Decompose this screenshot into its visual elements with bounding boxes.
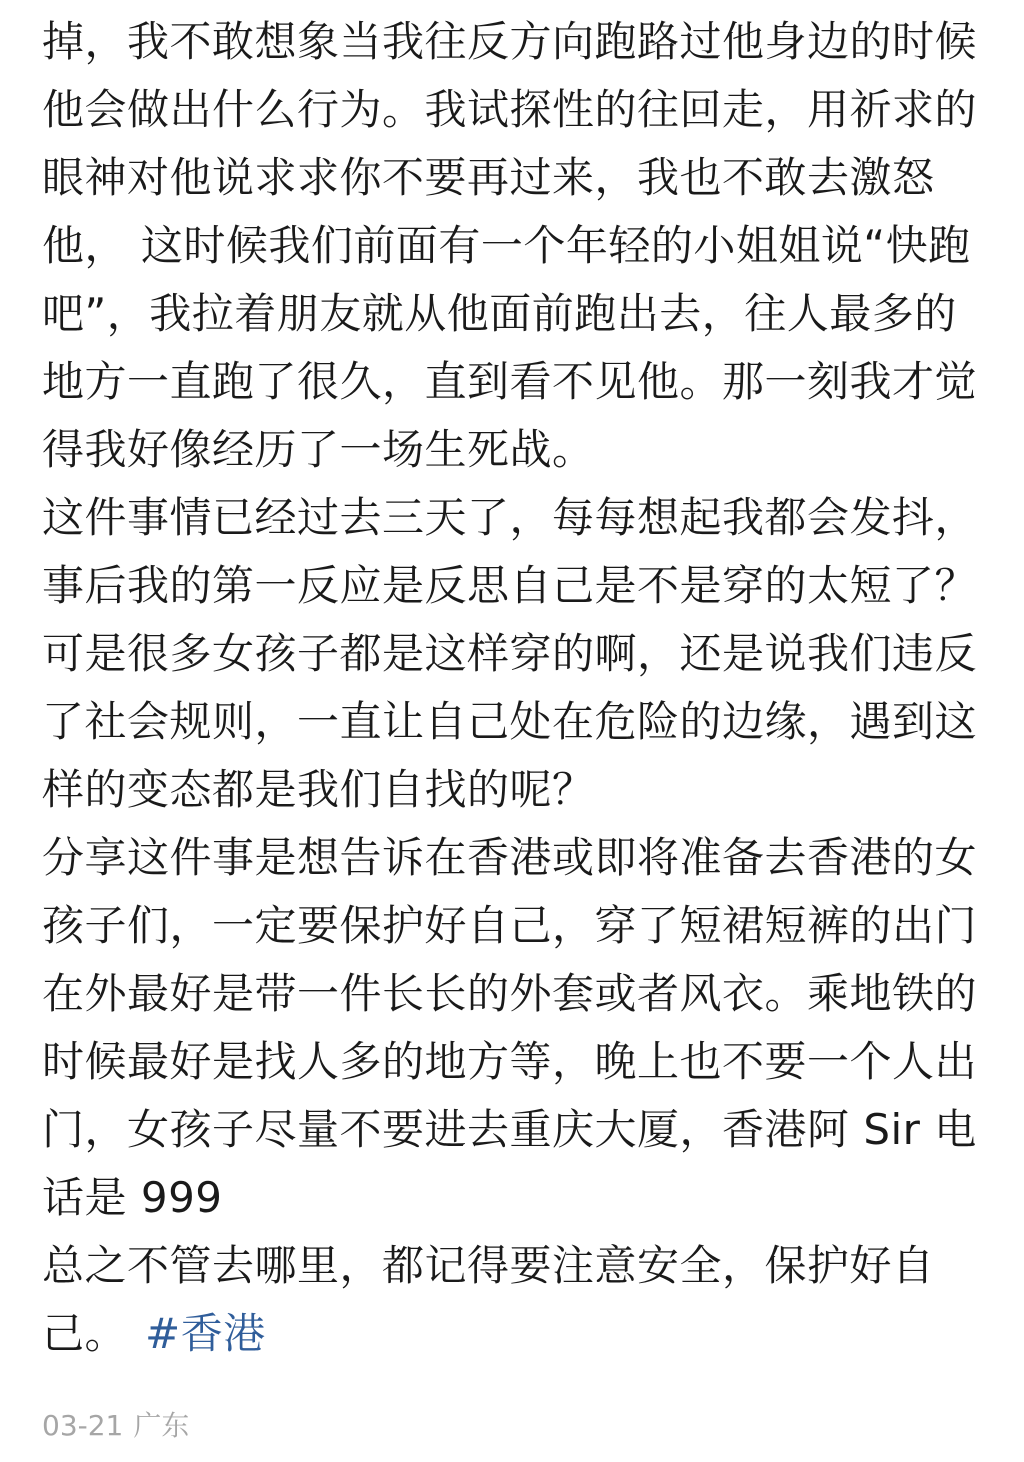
post-text-line: 地方一直跑了很久，直到看不见他。那一刻我才觉 <box>42 357 978 406</box>
post-body <box>42 8 982 1368</box>
post-text-line: 他， 这时候我们前面有一个年轻的小姐姐说“快跑 <box>42 221 971 270</box>
post-location: 广东 <box>133 1409 190 1442</box>
post-text-line: 样的变态都是我们自找的呢？ <box>42 765 595 814</box>
post-text-line: 眼神对他说求求你不要再过来，我也不敢去激怒 <box>42 153 935 202</box>
post-text-line: 得我好像经历了一场生死战。 <box>42 425 595 474</box>
post-text-line: 这件事情已经过去三天了，每每想起我都会发抖， <box>42 493 978 542</box>
post-text-line: 可是很多女孩子都是这样穿的啊，还是说我们违反 <box>42 629 978 678</box>
post-meta <box>42 1404 189 1448</box>
post-text-line: 时候最好是找人多的地方等，晚上也不要一个人出 <box>42 1037 978 1086</box>
post-text-line: 在外最好是带一件长长的外套或者风衣。乘地铁的 <box>42 969 978 1018</box>
post-text-line: 掉，我不敢想象当我往反方向跑路过他身边的时候 <box>42 17 978 66</box>
post-text-line: 分享这件事是想告诉在香港或即将准备去香港的女 <box>42 833 978 882</box>
post-text-line: 事后我的第一反应是反思自己是不是穿的太短了？ <box>42 561 978 610</box>
post-text-line: 吧”，我拉着朋友就从他面前跑出去，往人最多的 <box>42 289 957 338</box>
post-text-line: 他会做出什么行为。我试探性的往回走，用祈求的 <box>42 85 978 134</box>
post-last-line <box>42 1300 982 1368</box>
hashtag-link[interactable]: #香港 <box>145 1309 266 1358</box>
post-text-line: 孩子们，一定要保护好自己，穿了短裙短裤的出门 <box>42 901 978 950</box>
post-text-line: 总之不管去哪里，都记得要注意安全，保护好自 <box>42 1241 935 1290</box>
post-text-line: 门，女孩子尽量不要进去重庆大厦，香港阿 Sir 电 <box>42 1105 977 1154</box>
post-text-line: 了社会规则，一直让自己处在危险的边缘，遇到这 <box>42 697 978 746</box>
post-text-line: 己。 <box>42 1309 128 1358</box>
post-date: 03-21 <box>42 1409 124 1442</box>
post-text-line: 话是 999 <box>42 1173 223 1222</box>
